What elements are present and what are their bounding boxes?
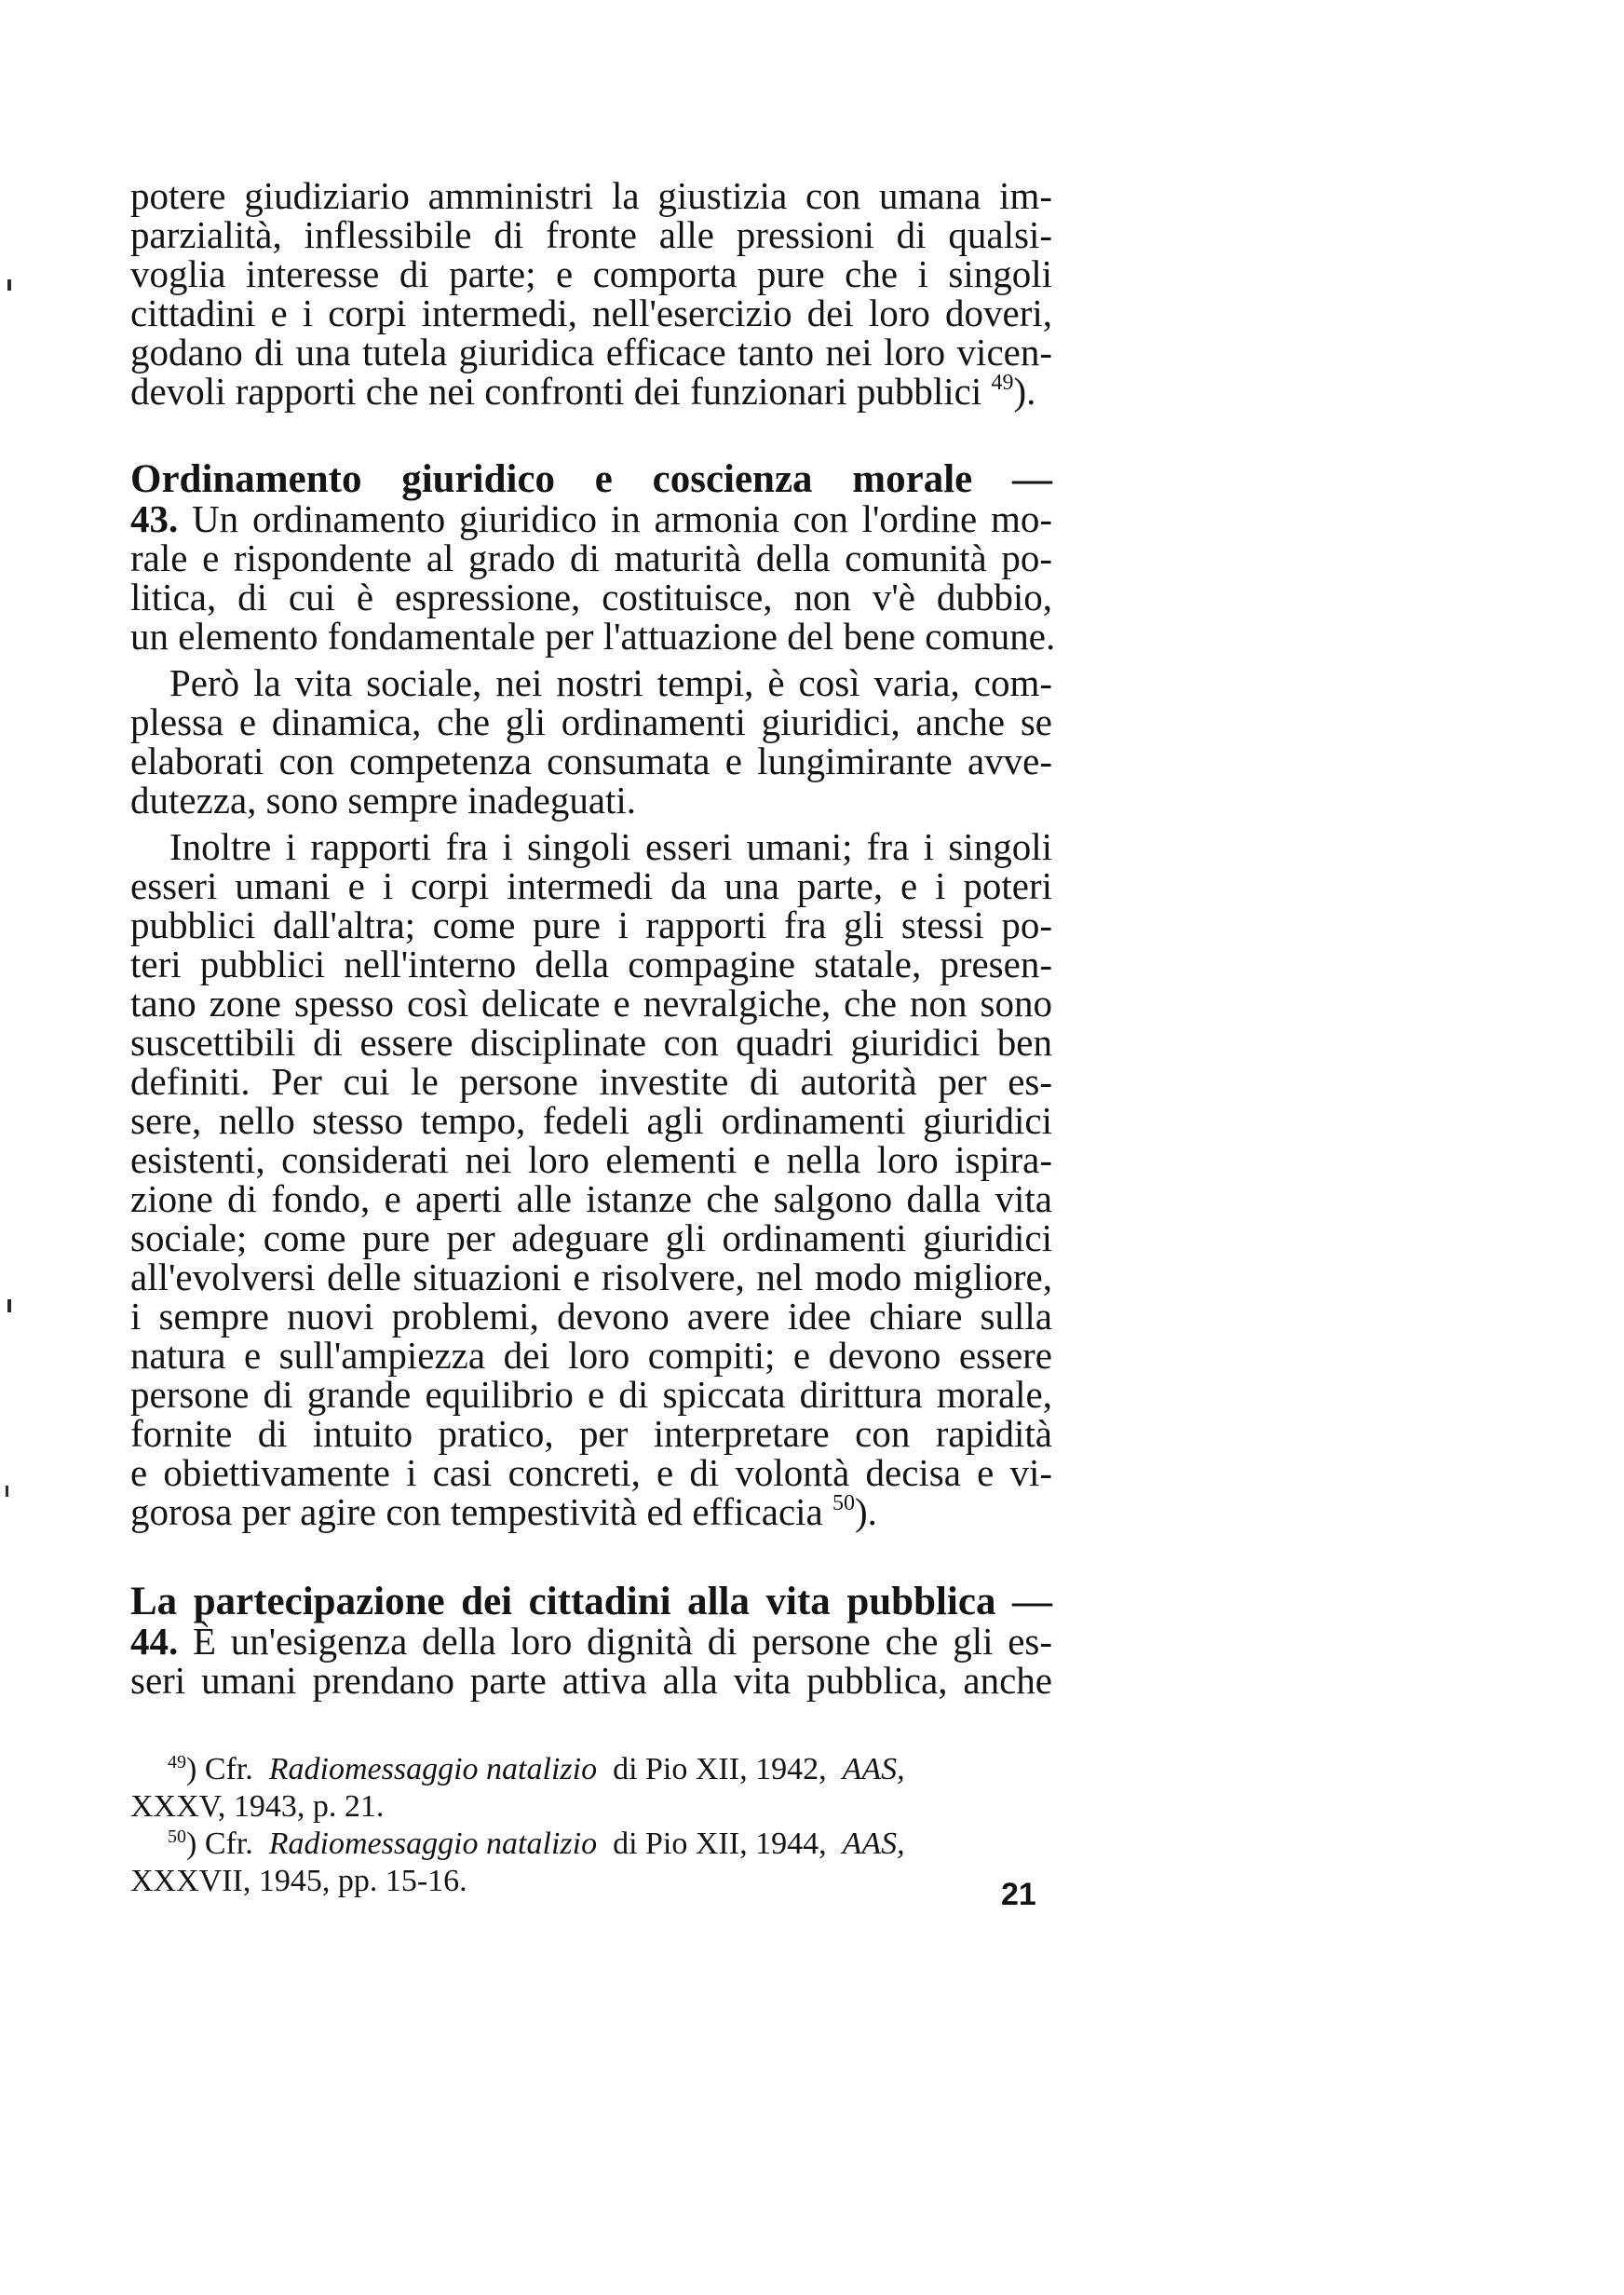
text-line: sere, nello stesso tempo, fedeli agli ordinamenti giuridici — [130, 1099, 1052, 1142]
section-heading-44: La partecipazione dei cittadini alla vita pubblica — — [130, 1580, 1052, 1623]
text-line: litica, di cui è espressione, costituisce, non v'è dubbio, — [130, 576, 1052, 618]
footnote-50-continued: XXXVII, 1945, pp. 15-16. — [130, 1864, 467, 1898]
text-line: persone di grande equilibrio e di spiccata dirittura morale, — [130, 1373, 1052, 1416]
scan-mark — [7, 1299, 11, 1312]
text-line: parzialità, inflessibile di fronte alle pressioni di qualsi- — [130, 213, 1052, 256]
paragraph-number: 44. — [130, 1620, 179, 1663]
text-line: Inoltre i rapporti fra i singoli esseri umani; fra i singoli — [169, 825, 1052, 868]
closing-punct: ). — [1013, 370, 1036, 413]
text-line — [130, 368, 1035, 414]
text-line: esseri umani e i corpi intermedi da una parte, e i poteri — [130, 864, 1052, 907]
footnote-text: di Pio XII, 1944, — [613, 1826, 827, 1861]
text-line: sociale; come pure per adeguare gli ordinamenti giuridici — [130, 1216, 1052, 1259]
scan-mark — [6, 1486, 8, 1497]
text-segment: gorosa per agire con tempestività ed efficacia — [130, 1490, 823, 1533]
section-heading-43: Ordinamento giuridico e coscienza morale — — [130, 457, 1052, 501]
text-line: cittadini e i corpi intermedi, nell'esercizio dei loro doveri, — [130, 292, 1052, 334]
footnote-49-continued: XXXV, 1943, p. 21. — [130, 1789, 385, 1824]
footnote-ref-50: 50 — [832, 1491, 855, 1515]
text-line: voglia interesse di parte; e comporta pure che i singoli — [130, 252, 1052, 295]
text-line: natura e sull'ampiezza dei loro compiti; e devono essere — [130, 1334, 1052, 1377]
text-line: fornite di intuito pratico, per interpretare con rapidità — [130, 1412, 1052, 1455]
text-line: godano di una tutela giuridica efficace tanto nei loro vicen- — [130, 331, 1052, 373]
text-line: un elemento fondamentale per l'attuazione del bene comune. — [130, 615, 1056, 658]
text-segment: devoli rapporti che nei confronti dei funzionari pubblici — [130, 370, 982, 413]
footnote-number: 50 — [168, 1826, 186, 1847]
text-segment: È un'esigenza della loro dignità di persone che gli es- — [192, 1620, 1053, 1663]
scan-mark — [7, 279, 11, 291]
text-line: e obiettivamente i casi concreti, e di volontà decisa e vi- — [130, 1451, 1052, 1494]
footnote-prefix: ) Cfr. — [186, 1826, 253, 1861]
text-line: all'evolversi delle situazioni e risolvere, nel modo migliore, — [130, 1256, 1052, 1298]
text-line: plessa e dinamica, che gli ordinamenti giuridici, anche se — [130, 700, 1052, 743]
page-number: 21 — [1001, 1877, 1036, 1912]
text-line: esistenti, considerati nei loro elementi e nella loro ispira- — [130, 1138, 1052, 1181]
closing-punct: ). — [854, 1490, 877, 1533]
text-line: dutezza, sono sempre inadeguati. — [130, 779, 637, 822]
footnote-prefix: ) Cfr. — [186, 1752, 253, 1786]
text-line: tano zone spesso così delicate e nevralgiche, che non sono — [130, 982, 1052, 1025]
text-line: definiti. Per cui le persone investite di autorità per es- — [130, 1060, 1052, 1103]
footnote-title: Radiomessaggio natalizio — [268, 1826, 598, 1861]
text-line: pubblici dall'altra; come pure i rapporti fra gli stessi po- — [130, 903, 1052, 946]
text-line: i sempre nuovi problemi, devono avere idee chiare sulla — [130, 1295, 1052, 1338]
text-line: zione di fondo, e aperti alle istanze che salgono dalla vita — [130, 1177, 1052, 1220]
text-line: rale e rispondente al grado di maturità della comunità po- — [130, 536, 1052, 579]
footnote-journal: AAS, — [842, 1752, 905, 1786]
footnote-49 — [168, 1751, 905, 1788]
paragraph-number: 43. — [130, 497, 179, 540]
text-line: teri pubblici nell'interno della compagine statale, presen- — [130, 943, 1052, 985]
text-line: elaborati con competenza consumata e lungimirante avve- — [130, 740, 1052, 782]
footnote-number: 49 — [168, 1752, 186, 1772]
text-line: suscettibili di essere disciplinate con quadri giuridici ben — [130, 1021, 1052, 1064]
footnote-ref-49: 49 — [991, 371, 1014, 395]
footnote-journal: AAS, — [842, 1826, 905, 1861]
text-line — [130, 1488, 877, 1535]
text-line: potere giudiziario amministri la giustizia con umana im- — [130, 174, 1052, 217]
text-line: Però la vita sociale, nei nostri tempi, è così varia, com- — [169, 661, 1052, 704]
footnote-text: di Pio XII, 1942, — [613, 1752, 827, 1786]
text-segment: Un ordinamento giuridico in armonia con l'ordine mo- — [192, 497, 1053, 540]
footnote-title: Radiomessaggio natalizio — [268, 1752, 598, 1786]
footnote-50 — [168, 1826, 905, 1863]
text-line: seri umani prendano parte attiva alla vita pubblica, anche — [130, 1659, 1052, 1702]
